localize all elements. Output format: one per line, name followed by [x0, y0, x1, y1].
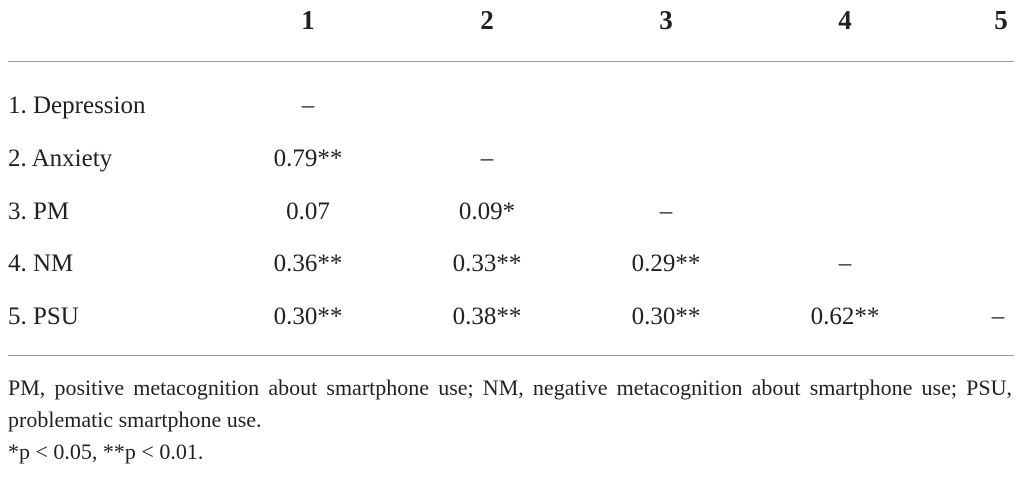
table-cell: –	[480, 145, 494, 172]
top-rule	[8, 61, 1014, 62]
column-header-5: 5	[994, 5, 1008, 35]
row-label-anxiety: 2. Anxiety	[8, 145, 113, 172]
footnote-abbreviations: PM, positive metacognition about smartphone use; NM, negative metacognition about smartphone use; PSU, problematic smartphone use.	[8, 375, 1012, 432]
column-header-3: 3	[659, 5, 673, 35]
table-cell: –	[659, 198, 673, 225]
column-header-4: 4	[838, 5, 852, 35]
table-cell: 0.79**	[273, 145, 343, 172]
table-cell: 0.33**	[452, 250, 522, 277]
table-cell: 0.62**	[810, 303, 880, 330]
table-cell: 0.30**	[273, 303, 343, 330]
row-label-pm: 3. PM	[8, 198, 70, 225]
table-cell: 0.07	[286, 198, 330, 225]
table-cell: –	[301, 92, 315, 119]
bottom-rule	[8, 355, 1014, 356]
row-label-psu: 5. PSU	[8, 303, 79, 330]
table-footnote	[8, 372, 1012, 468]
table-cell: –	[838, 250, 852, 277]
column-header-2: 2	[480, 5, 494, 35]
footnote-significance: *p < 0.05, **p < 0.01.	[8, 439, 204, 464]
table-cell: –	[991, 303, 1005, 330]
row-label-nm: 4. NM	[8, 250, 74, 277]
table-cell: 0.30**	[631, 303, 701, 330]
table-cell: 0.09*	[458, 198, 516, 225]
row-label-depression: 1. Depression	[8, 92, 146, 119]
table-cell: 0.36**	[273, 250, 343, 277]
column-header-1: 1	[301, 5, 315, 35]
table-cell: 0.38**	[452, 303, 522, 330]
table-cell: 0.29**	[631, 250, 701, 277]
